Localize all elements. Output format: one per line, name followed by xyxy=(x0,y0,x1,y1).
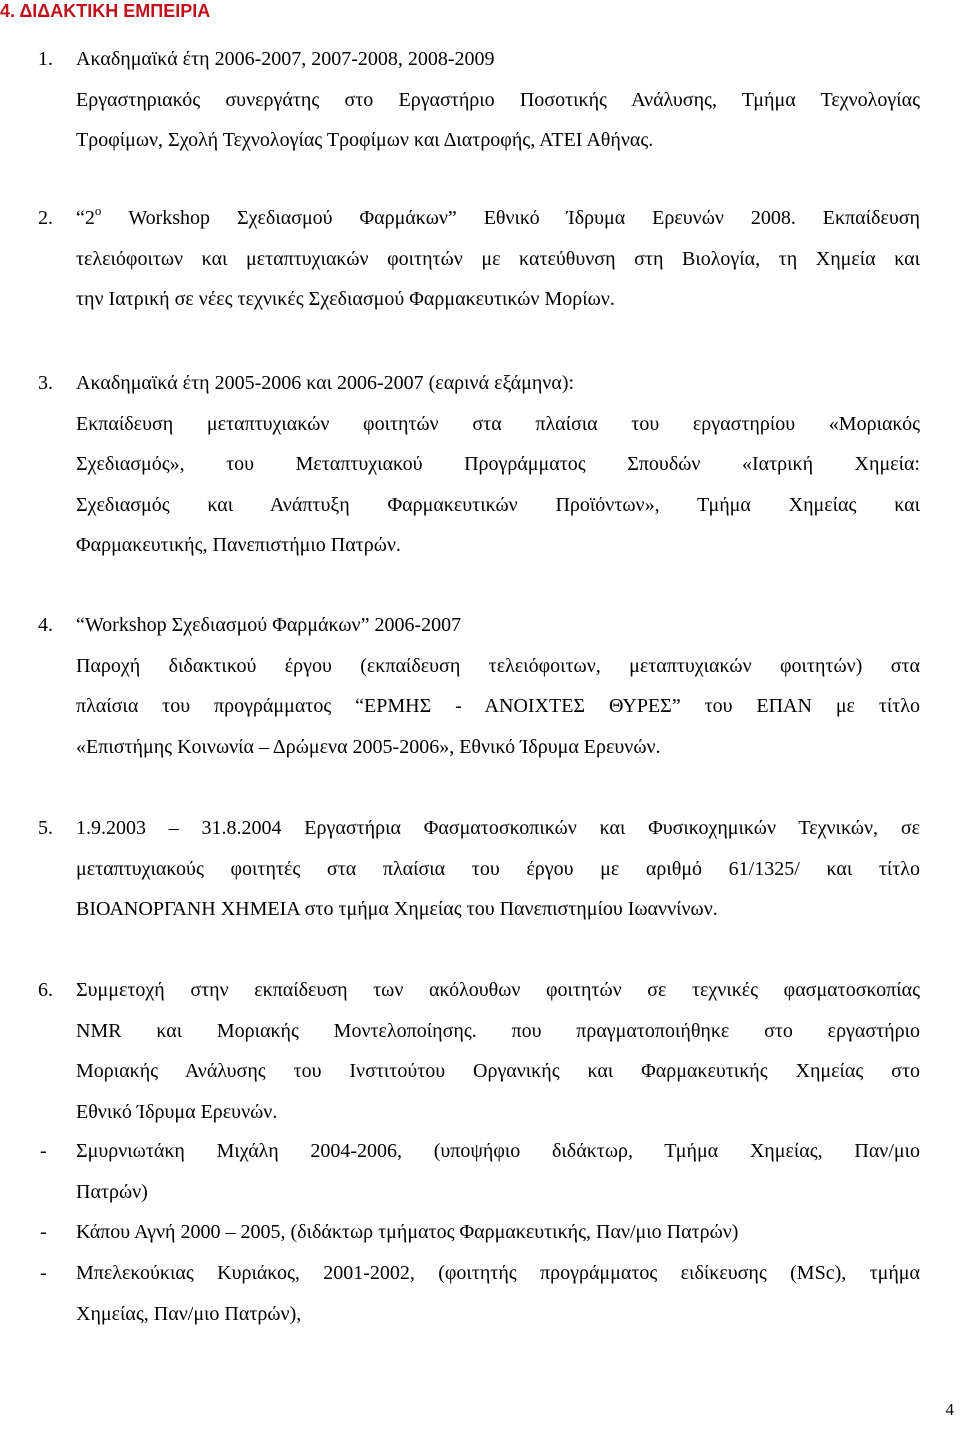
item-line: 1.9.2003 – 31.8.2004 Εργαστήρια Φασματοσκοπικών και Φυσικοχημικών Τεχνικών, σε xyxy=(76,817,920,839)
item-number: 4. xyxy=(38,614,53,636)
list-item xyxy=(76,808,920,930)
item-number: 5. xyxy=(38,817,53,839)
list-item xyxy=(76,39,920,161)
item-line: Παροχή διδακτικού έργου (εκπαίδευση τελειόφοιτων, μεταπτυχιακών φοιτητών) στα xyxy=(76,654,920,677)
item-line: πλαίσια του προγράμματος “ΕΡΜΗΣ - ΑΝΟΙΧΤΕΣ ΘΥΡΕΣ” του ΕΠΑΝ με τίτλο xyxy=(76,695,920,717)
superscript: ο xyxy=(94,203,102,218)
item-line: τελειόφοιτων και μεταπτυχιακών φοιτητών με κατεύθυνση στη Βιολογία, τη Χημεία και xyxy=(76,247,920,270)
student-line: Χημείας, Παν/μιο Πατρών), xyxy=(76,1302,302,1325)
student-item xyxy=(76,1131,920,1212)
item-number: 3. xyxy=(38,372,53,394)
item-line: μεταπτυχιακούς φοιτητές στα πλαίσια του έργου με αριθμό 61/1325/ και τίτλο xyxy=(76,857,920,880)
item-line-first xyxy=(76,198,920,239)
item-line: Εργαστηριακός συνεργάτης στο Εργαστήριο Ποσοτικής Ανάλυσης, Τμήμα Τεχνολογίας xyxy=(76,88,920,111)
list-item xyxy=(76,970,920,1132)
item-line: Ακαδημαϊκά έτη 2006-2007, 2007-2008, 2008-2009 xyxy=(76,48,495,70)
student-item xyxy=(76,1212,920,1253)
list-marker: - xyxy=(40,1140,47,1162)
item-line: ΒΙΟΑΝΟΡΓΑΝΗ ΧΗΜΕΙΑ στο τμήμα Χημείας του Πανεπιστημίου Ιωαννίνων. xyxy=(76,898,718,920)
item-line: Σχεδιασμός», του Μεταπτυχιακού Προγράμματος Σπουδών «Ιατρική Χημεία: xyxy=(76,453,920,475)
item-line: Συμμετοχή στην εκπαίδευση των ακόλουθων φοιτητών σε τεχνικές φασματοσκοπίας xyxy=(76,979,920,1001)
item-line: NMR και Μοριακής Μοντελοποίησης. που πραγματοποιήθηκε στο εργαστήριο xyxy=(76,1019,920,1042)
list-marker: - xyxy=(40,1221,47,1243)
item-number: 1. xyxy=(38,48,53,70)
list-marker: - xyxy=(40,1262,47,1284)
item-line: Σχεδιασμός και Ανάπτυξη Φαρμακευτικών Προϊόντων», Τμήμα Χημείας και xyxy=(76,493,920,516)
item-line: «Επιστήμης Κοινωνία – Δρώμενα 2005-2006», Εθνικό Ίδρυμα Ερευνών. xyxy=(76,735,661,758)
page-number: 4 xyxy=(945,1400,954,1419)
list-item xyxy=(76,198,920,320)
student-line: Πατρών) xyxy=(76,1180,148,1203)
student-line: Μπελεκούκιας Κυριάκος, 2001-2002, (φοιτητής προγράμματος ειδίκευσης (MSc), τμήμα xyxy=(76,1262,920,1284)
item-line: Ακαδημαϊκά έτη 2005-2006 και 2006-2007 (εαρινά εξάμηνα): xyxy=(76,372,575,394)
item-line: την Ιατρική σε νέες τεχνικές Σχεδιασμού Φαρμακευτικών Μορίων. xyxy=(76,288,615,310)
item-line: Εκπαίδευση μεταπτυχιακών φοιτητών στα πλαίσια του εργαστηρίου «Μοριακός xyxy=(76,412,920,435)
item-number: 2. xyxy=(38,207,53,229)
quote-prefix: “2 xyxy=(76,207,95,229)
student-item xyxy=(76,1253,920,1334)
item-line: Τροφίμων, Σχολή Τεχνολογίας Τροφίμων και Διατροφής, ΑΤΕΙ Αθήνας. xyxy=(76,129,654,151)
item-line-rest: Workshop Σχεδιασμού Φαρμάκων” Εθνικό Ίδρυμα Ερευνών 2008. Εκπαίδευση xyxy=(101,207,920,229)
item-line: Εθνικό Ίδρυμα Ερευνών. xyxy=(76,1100,278,1123)
section-title: 4. ΔΙΔΑΚΤΙΚΗ ΕΜΠΕΙΡΙΑ xyxy=(0,1,211,21)
student-line: Κάπου Αγνή 2000 – 2005, (διδάκτωρ τμήματος Φαρμακευτικής, Παν/μιο Πατρών) xyxy=(76,1221,739,1243)
list-item xyxy=(76,363,920,566)
item-line: Μοριακής Ανάλυσης του Ινστιτούτου Οργανικής και Φαρμακευτικής Χημείας στο xyxy=(76,1060,920,1082)
list-item xyxy=(76,605,920,767)
item-number: 6. xyxy=(38,979,53,1001)
student-line: Σμυρνιωτάκη Μιχάλη 2004-2006, (υποψήφιο διδάκτωρ, Τμήμα Χημείας, Παν/μιο xyxy=(76,1140,920,1162)
item-line: Φαρμακευτικής, Πανεπιστήμιο Πατρών. xyxy=(76,534,401,556)
item-line: “Workshop Σχεδιασμού Φαρμάκων” 2006-2007 xyxy=(76,614,462,636)
